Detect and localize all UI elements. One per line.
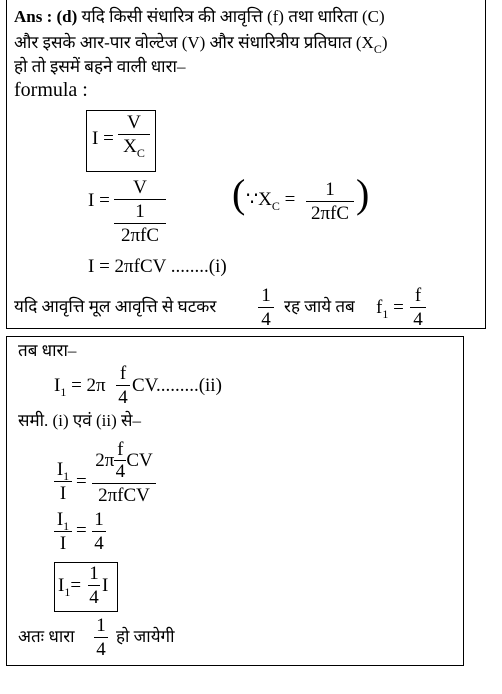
eq5-lhs-fraction: $I_1$ I [54,460,72,503]
eq1-den: $X_C$ [123,136,145,160]
eq5-rhs-fraction: 2π f 4 CV 2πfCV [92,440,156,505]
because-num: 1 [325,179,335,200]
answer-line-1 [14,8,385,25]
eq4-lhs: $I_1 = 2\pi$ [54,375,106,399]
because-den: 2πfC [310,203,350,224]
eq7-rhs: I [102,575,109,596]
answer-line-3: हो तो इसमें बहने वाली धारा– [14,57,186,76]
eq7-lhs: $I_1=$ [58,575,82,599]
because-lhs: $\because X_C$ = [246,189,296,213]
because-paren-close: ) [356,171,370,216]
eq6-lhs-fraction: $I_1$ I [54,510,72,553]
eq1-num: V [127,112,141,133]
condition-fraction: 1 4 [258,286,274,329]
eq7-fraction: 1 4 [89,563,99,608]
condition-f1: $f_1$ = [376,297,404,321]
final-text-1: अतः धारा [18,627,75,646]
answer-prefix: Ans : (d) [14,7,78,26]
eq2-inner-den: 2πfC [120,225,160,246]
eq3: I = 2πfCV ........(i) [88,256,227,277]
eq6-eq: = [76,520,87,541]
answer-line-2 [14,33,388,56]
eq4-rhs: CV.........(ii) [132,375,222,396]
answer-line-1-text: यदि किसी संधारित्र की आवृत्ति (f) तथा धारिता (C) [81,7,385,26]
answer-line-2-close: ) [381,33,388,52]
condition-f-fraction: f 4 [410,286,426,329]
eq1-fraction [118,112,150,160]
eq2-fraction [114,178,166,245]
tab-dhara: तब धारा– [18,341,77,360]
xc-subscript: C [373,42,382,56]
eq2-num: V [133,177,147,198]
eq5-eq: = [76,471,87,492]
condition-text: यदि आवृत्ति मूल आवृत्ति से घटकर [14,297,217,316]
condition-text-2: रह जाये तब [284,297,355,316]
sami-line: समी. (i) एवं (ii) से– [18,411,141,430]
eq2-lhs: I = [88,190,110,211]
eq2-inner-num: 1 [135,201,145,222]
eq6-rhs-fraction: 1 4 [92,510,106,553]
final-text-2: हो जायेगी [116,627,175,646]
final-fraction: 1 4 [94,616,108,659]
eq4-fraction: f 4 [116,364,130,407]
formula-label: formula : [14,79,88,101]
because-fraction [306,180,354,223]
eq1-lhs: I = [92,128,114,149]
answer-line-2-text: और इसके आर-पार वोल्टेज (V) और संधारित्रीय प्रतिघात (X [14,33,374,52]
because-paren-open: ( [232,171,246,216]
